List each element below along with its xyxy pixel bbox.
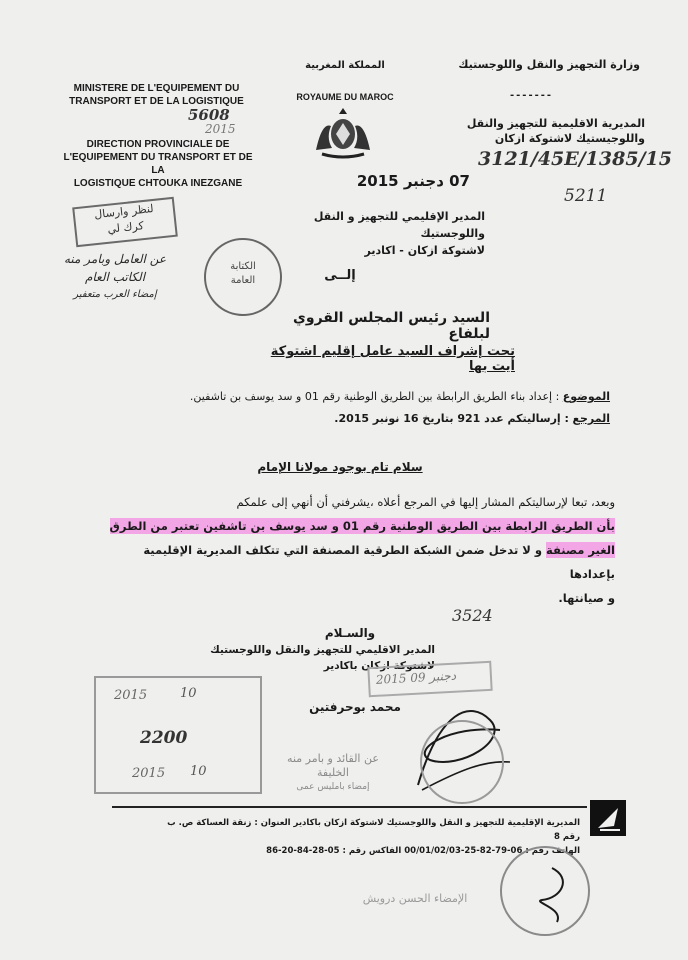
reference-row — [140, 412, 610, 425]
subject-label: الموضوع — [562, 390, 610, 403]
ministry-ar: وزارة التجهيز والنقل واللوجستيك — [458, 58, 640, 71]
ministry-fr — [64, 82, 249, 108]
greeting: سلام تام بوجود مولانا الإمام — [257, 460, 423, 474]
registry-digits2: 10 — [190, 764, 207, 779]
to-label: إلــى — [324, 268, 356, 283]
khalifa-line3: إمضاء بامليس عمى — [296, 782, 370, 792]
governor-stamp-line3: إمضاء العرب متعفير — [73, 289, 157, 300]
registry-stamp — [94, 676, 262, 794]
instruction-stamp-line1: لنظر وارسال — [93, 201, 155, 222]
body-line3 — [100, 538, 615, 586]
khalifa-line1: عن القائد و بامر منه — [287, 752, 379, 765]
sender-block — [255, 208, 485, 259]
round-stamp — [204, 238, 282, 316]
instruction-stamp-line2: كرك لي — [106, 219, 145, 236]
date-stamp-text: 2015 دجنبر 09 — [375, 668, 457, 687]
registry-year1: 2015 — [114, 688, 148, 703]
direction-ar — [450, 116, 645, 146]
sender-line2: لاشتوكة ازكان - اكادير — [364, 244, 485, 257]
header-dashes: ------- — [510, 90, 554, 101]
signatory-name: محمد بوحرفتين — [309, 700, 401, 714]
direction-fr-line3: LOGISTIQUE CHTOUKA INEZGANE — [73, 178, 243, 189]
round-stamp-bottom — [420, 720, 504, 804]
recipient: السيد رئيس المجلس القروي لبلفاع — [293, 310, 490, 342]
reference-number: 3121/45E/1385/15 — [478, 148, 672, 170]
ministry-fr-line2: TRANSPORT ET DE LA LOGISTIQUE — [69, 96, 244, 107]
stamp-year-left: 2015 — [205, 122, 236, 136]
direction-ar-line2: واللوجيستيك لاشتوكة ازكان — [494, 132, 645, 145]
direction-fr-line2: L'EQUIPEMENT DU TRANSPORT ET DE LA — [63, 152, 253, 176]
body-line1: وبعد، تبعا لإرساليتكم المشار إليها في المرجع أعلاه ،يشرفني أن أنهي إلى علمكم — [236, 495, 615, 509]
body-line2-highlight: بأن الطريق الرابطة بين الطريق الوطنية رقم 01 و سد يوسف بن تاشفين تعتبر من الطرق — [109, 519, 615, 533]
body-line4: و صيانتها. — [558, 591, 615, 605]
footer-divider — [112, 806, 587, 808]
royal-emblem-icon — [310, 104, 376, 160]
round-stamp-line2: العامة — [230, 275, 256, 286]
round-stamp-line1: الكتابة — [230, 261, 256, 272]
ministry-logo-icon — [590, 800, 626, 836]
under-cover-line: تحت إشراف السيد عامل إقليم اشتوكة أيت بها — [270, 344, 515, 374]
kingdom-ar: المملكة المغربية — [305, 60, 385, 71]
khalifa-stamp — [268, 752, 398, 794]
bottom-faded-stamp: الإمضاء الحسن درويش — [362, 892, 468, 905]
body-line3-highlight: الغير مصنفة — [546, 543, 615, 557]
direction-fr-line1: DIRECTION PROVINCIALE DE — [86, 139, 230, 150]
khalifa-line2: الخليفة — [317, 766, 349, 779]
registry-year2: 2015 — [132, 766, 166, 781]
governor-stamp — [30, 250, 200, 304]
kingdom-fr: ROYAUME DU MAROC — [296, 92, 394, 102]
direction-ar-line1: المديرية الاقليمية للتجهيز والنقل — [466, 117, 645, 130]
footer-line1: المديرية الإقليمية للتجهيز و النقل واللوجستيك لاشتوكة ازكان باكادير العنوان : زنقة العساكة ص. ب رقم 8 — [167, 818, 580, 842]
governor-stamp-line2: الكاتب العام — [84, 270, 146, 284]
footer-line2: الهاتف رقم : 06-79-82-25-00/01/02/03 الفاكس رقم : 05-28-84-20-86 — [266, 846, 580, 856]
registry-number: 2200 — [140, 728, 188, 748]
letter-date: 07 دجنبر 2015 — [356, 172, 470, 190]
signature-title-line1: المدير الاقليمي للتجهيز والنقل واللوجستيك — [210, 644, 435, 656]
registry-digits1: 10 — [180, 686, 197, 701]
reference-text: : إرساليتكم عدد 921 بتاريخ 16 نونبر 2015. — [334, 412, 569, 425]
reference-label: المرجع — [572, 412, 610, 425]
signature-title-line2: لاشتوكة ازكان باكادير — [323, 660, 435, 672]
letter-body — [100, 490, 615, 610]
instruction-stamp — [72, 197, 178, 247]
direction-fr — [58, 138, 258, 190]
body-line3-rest: و لا تدخل ضمن الشبكة الطرقية المصنفة التي تتكلف المديرية الإقليمية بإعدادها — [143, 543, 615, 581]
ministry-fr-line1: MINISTERE DE L'EQUIPEMENT DU — [73, 83, 240, 94]
subject-row — [140, 390, 610, 403]
stamp-number-left: 5608 — [188, 106, 230, 124]
subject-text: : إعداد بناء الطريق الرابطة بين الطريق الوطنية رقم 01 و سد يوسف بن تاشفين. — [189, 390, 560, 403]
hand-number: 3524 — [452, 606, 493, 625]
closing: والسـلام — [324, 626, 376, 640]
handwritten-number: 5211 — [564, 186, 608, 206]
governor-stamp-line1: عن العامل وبامر منه — [63, 252, 166, 266]
sender-line1: المدير الإقليمي للتجهيز و النقل واللوجستيك — [313, 210, 485, 240]
round-stamp-footer — [500, 846, 590, 936]
body-line2 — [100, 514, 615, 538]
